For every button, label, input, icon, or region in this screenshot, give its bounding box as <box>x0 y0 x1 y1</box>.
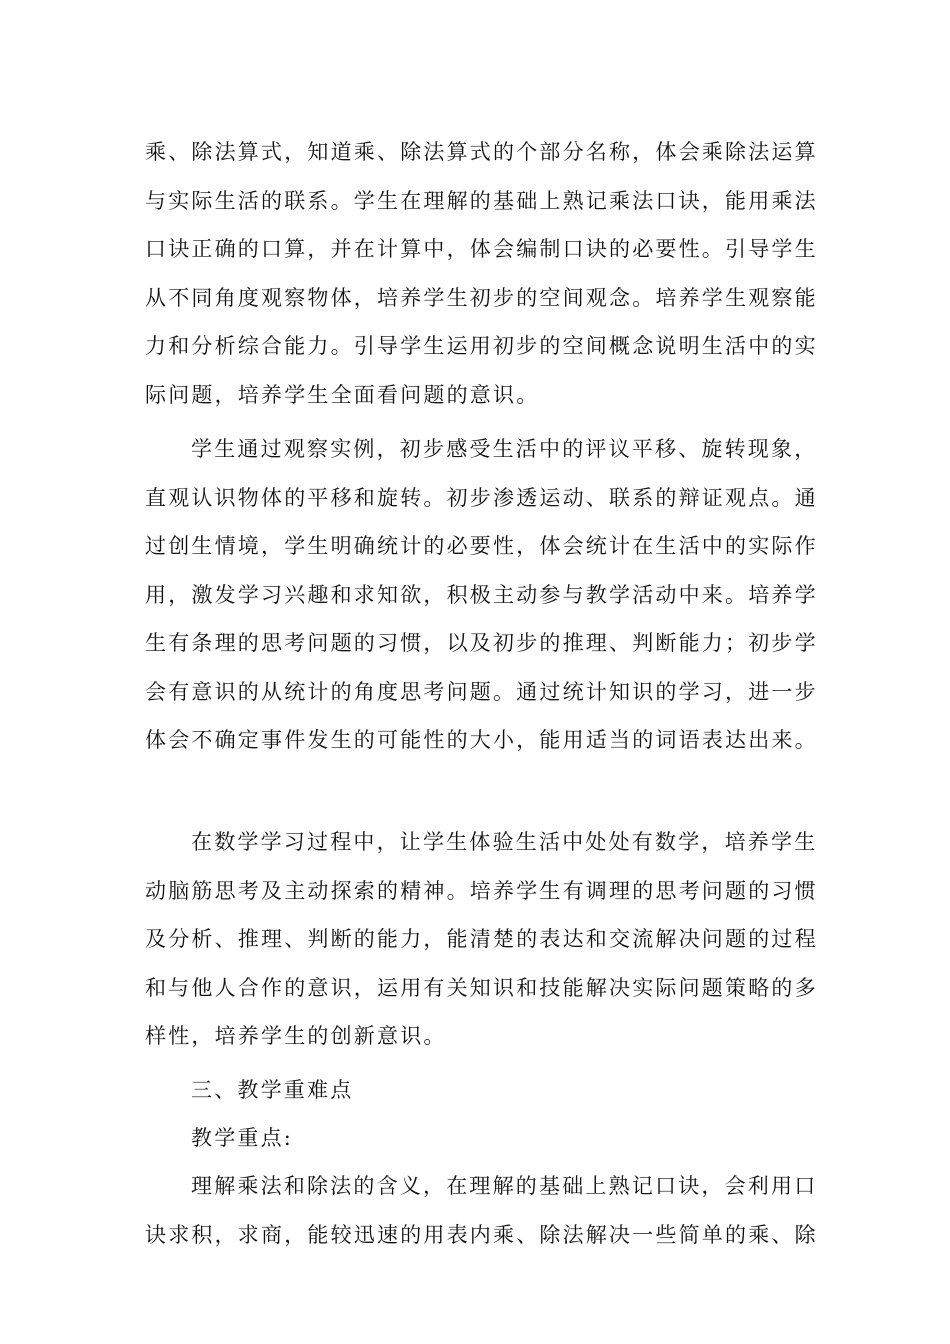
subheading <box>145 1114 805 1163</box>
text-line: 生有条理的思考问题的习惯，以及初步的推理、判断能力；初步学 <box>145 631 818 655</box>
text-line: 诀求积，求商，能较迅速的用表内乘、除法解决一些简单的乘、除 <box>145 1222 818 1247</box>
text-line: 从不同角度观察物体，培养学生初步的空间观念。培养学生观察能 <box>145 285 818 310</box>
subheading-text: 教学重点: <box>191 1126 294 1150</box>
text-line: 动脑筋思考及主动探索的精神。培养学生有调理的思考问题的习惯 <box>145 878 818 903</box>
paragraph-4 <box>145 1162 818 1259</box>
text-line: 口诀正确的口算，并在计算中，体会编制口诀的必要性。引导学生 <box>145 237 818 261</box>
text-line: 用，激发学习兴趣和求知欲，积极主动参与教学活动中来。培养学 <box>145 582 818 607</box>
text-line: 理解乘法和除法的含义，在理解的基础上熟记口诀，会利用口 <box>191 1174 818 1198</box>
text-line: 过创生情境，学生明确统计的必要性，体会统计在生活中的实际作 <box>145 534 818 558</box>
text-line: 和与他人合作的意识，运用有关知识和技能解决实际问题策略的多 <box>145 975 818 1000</box>
text-line: 直观认识物体的平移和旋转。初步渗透运动、联系的辩证观点。通 <box>145 485 818 510</box>
text-line: 样性，培养学生的创新意识。 <box>145 1024 447 1048</box>
text-line: 会有意识的从统计的角度思考问题。通过统计知识的学习，进一步 <box>145 679 818 704</box>
text-line: 力和分析综合能力。引导学生运用初步的空间概念说明生活中的实 <box>145 334 818 358</box>
text-line: 与实际生活的联系。学生在理解的基础上熟记乘法口诀，能用乘法 <box>145 188 818 213</box>
section-heading-text: 三、教学重难点 <box>191 1078 354 1102</box>
text-line: 及分析、推理、判断的能力，能清楚的表达和交流解决问题的过程 <box>145 927 818 951</box>
text-line: 乘、除法算式，知道乘、除法算式的个部分名称，体会乘除法运算 <box>145 140 818 164</box>
text-line: 体会不确定事件发生的可能性的大小，能用适当的词语表达出来。 <box>145 728 818 752</box>
paragraph-2 <box>145 425 818 765</box>
text-line: 际问题，培养学生全面看问题的意识。 <box>145 382 540 407</box>
text-line: 学生通过观察实例，初步感受生活中的评议平移、旋转现象， <box>191 437 818 461</box>
paragraph-3 <box>145 818 818 1061</box>
text-line: 在数学学习过程中，让学生体验生活中处处有数学，培养学生 <box>191 830 818 854</box>
paragraph-1 <box>145 128 818 419</box>
section-heading <box>145 1066 805 1115</box>
